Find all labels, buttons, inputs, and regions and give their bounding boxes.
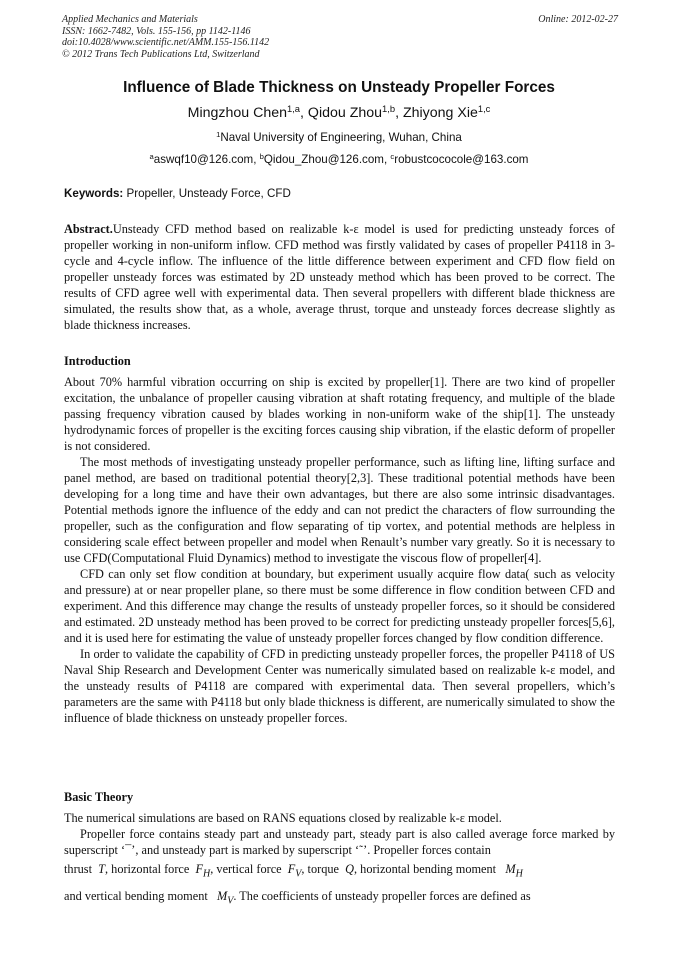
- email-list: $^a$aswqf10@126.com, $^b$Qidou_Zhou@126.com, $^c$robustcococole@163.com: [149, 151, 529, 166]
- author-affiliation-mark: 1,a: [287, 103, 301, 114]
- subscript: V: [227, 895, 234, 907]
- text-run: , horizontal bending moment: [354, 862, 497, 876]
- text-run: ’, and unsteady part is marked by superscript ‘: [131, 843, 360, 857]
- keywords-label: Keywords:: [64, 187, 124, 200]
- author-name: Qidou Zhou: [307, 105, 383, 121]
- paragraph: [64, 858, 615, 885]
- affiliation-mark: 1: [216, 129, 221, 139]
- affiliation-text: Naval University of Engineering, Wuhan, China: [220, 131, 462, 144]
- author-affiliation-mark: 1,c: [477, 103, 491, 114]
- text-run: . The coefficients of unsteady propeller forces are defined as: [233, 889, 531, 904]
- text-run: ’. Propeller forces contain: [363, 843, 491, 857]
- vertical-force-symbol: F: [287, 862, 296, 876]
- keywords-text: Propeller, Unsteady Force, CFD: [126, 187, 291, 200]
- subscript: H: [515, 868, 523, 880]
- section-heading-introduction: Introduction: [64, 354, 131, 368]
- basic-theory-body: [64, 810, 615, 913]
- journal-name: Applied Mechanics and Materials: [62, 14, 198, 25]
- author-name: Zhiyong Xie: [402, 105, 478, 121]
- abstract-label: Abstract.: [64, 222, 113, 236]
- paper-title: Influence of Blade Thickness on Unsteady Propeller Forces: [123, 79, 555, 96]
- subscript: V: [295, 868, 302, 880]
- online-date: Online: 2012-02-27: [538, 14, 618, 25]
- paragraph: The most methods of investigating unsteady propeller performance, such as lifting line, lifting surface and panel method, are based on traditional potential theory[2,3]. These traditional potential methods have been developing for a long time and have their own advantages, but there are also some intrinsic disadvantages. Potential methods ignore the influence of the eddy and can not predict the characters of flow surrounding the propeller, such as the configuration and flow separating of tip vortex, and potential methods are helpless in considering scale effect between propeller and model when Renault’s number vary greatly. So it is necessary to use CFD(Computational Fluid Dynamics) method to investigate the viscous flow of propeller[4].: [64, 455, 615, 565]
- paragraph: CFD can only set flow condition at boundary, but experiment usually acquire flow data( such as velocity and pressure) at or near propeller plane, so there must be some difference in flow condition between CFD and experiment. And this difference may change the results of unsteady propeller forces, so it should be considered and estimated. 2D unsteady method has been proved to be correct for predicting unsteady propeller forces[5,6], and it is used here for estimating the value of unsteady propeller forces changed by flow condition difference.: [64, 567, 615, 645]
- introduction-body: [64, 374, 615, 726]
- email-address[interactable]: Qidou_Zhou@126.com: [263, 153, 384, 166]
- text-run: Propeller force contains steady part and unsteady part, steady part is also called average force marked by superscript ‘: [64, 827, 615, 857]
- paragraph: In order to validate the capability of CFD in predicting unsteady propeller forces, the propeller P4118 of US Naval Ship Research and Development Center was numerically simulated based on realizable k-ε model, and the unsteady results of P4118 are compared with experimental data. Then several propellers, which’s parameters are the same with P4118 but only blade thickness is different, are numerically simulated to show the influence of blade thickness on unsteady propeller forces.: [64, 647, 615, 725]
- issn-line: ISSN: 1662-7482, Vols. 155-156, pp 1142-1146: [62, 25, 251, 37]
- paragraph: About 70% harmful vibration occurring on ship is excited by propeller[1]. There are two kind of propeller excitation, the unbalance of propeller causing vibration at shaft rotating frequency, and multiple of the blade passing frequency vibration caused by blades working in non-uniform wake of the ship[1]. The unsteady hydrodynamic forces of propeller is the exciting forces causing ship vibration, if the elastic deform of propeller is not considered.: [64, 375, 615, 453]
- text-run: and vertical bending moment: [64, 889, 208, 904]
- paragraph: [64, 826, 615, 858]
- email-address[interactable]: aswqf10@126.com: [153, 153, 254, 166]
- text-run: , vertical force: [210, 862, 282, 876]
- email-mark: b: [259, 151, 264, 161]
- horizontal-moment-symbol: M: [505, 862, 516, 876]
- tilde-symbol: ˜: [359, 843, 364, 857]
- author-list: Mingzhou Chen$^{1,a}$, Qidou Zhou$^{1,b}$, Zhiyong Xie$^{1,c}$: [187, 103, 491, 121]
- abstract-text: Unsteady CFD method based on realizable k-ε model is used for predicting unsteady forces of propeller working in non-uniform inflow. CFD method was firstly validated by cases of propeller P4118 in 3-cycle and 4-cycle inflow. The influence of the little difference between experiment and CFD flow field on propeller unsteady forces was estimated by 2D unsteady method which has been proved to be correct. The results of CFD agree well with experimental data. Then several propellers with different blade thickness are simulated, the results show that, as a whole, average thrust, torque and unsteady forces decrease slightly as blade thickness increases.: [64, 222, 615, 332]
- doi-line[interactable]: doi:10.4028/www.scientific.net/AMM.155-156.1142: [62, 37, 270, 48]
- email-mark: c: [390, 151, 395, 161]
- text-run: , horizontal force: [105, 862, 190, 876]
- section-heading-basic-theory: Basic Theory: [64, 790, 134, 804]
- paragraph: The numerical simulations are based on RANS equations closed by realizable k-ε model.: [64, 811, 502, 825]
- keywords: [64, 186, 616, 202]
- torque-symbol: Q: [345, 862, 355, 876]
- email-mark: a: [149, 151, 154, 161]
- subscript: H: [203, 868, 211, 880]
- text-run: , torque: [301, 862, 339, 876]
- paragraph: [64, 885, 615, 912]
- journal-header: [62, 14, 618, 60]
- email-address[interactable]: robustcococole@163.com: [394, 153, 529, 166]
- author-affiliation-mark: 1,b: [382, 103, 396, 114]
- thrust-symbol: T: [98, 862, 106, 876]
- copyright-line: © 2012 Trans Tech Publications Ltd, Switzerland: [62, 48, 260, 60]
- text-run: thrust: [64, 862, 93, 876]
- bar-symbol: ¯: [125, 843, 132, 857]
- abstract: [64, 221, 615, 333]
- affiliation: [62, 130, 616, 146]
- vertical-moment-symbol: M: [217, 889, 228, 904]
- author-name: Mingzhou Chen: [187, 105, 287, 121]
- horizontal-force-symbol: F: [195, 862, 204, 876]
